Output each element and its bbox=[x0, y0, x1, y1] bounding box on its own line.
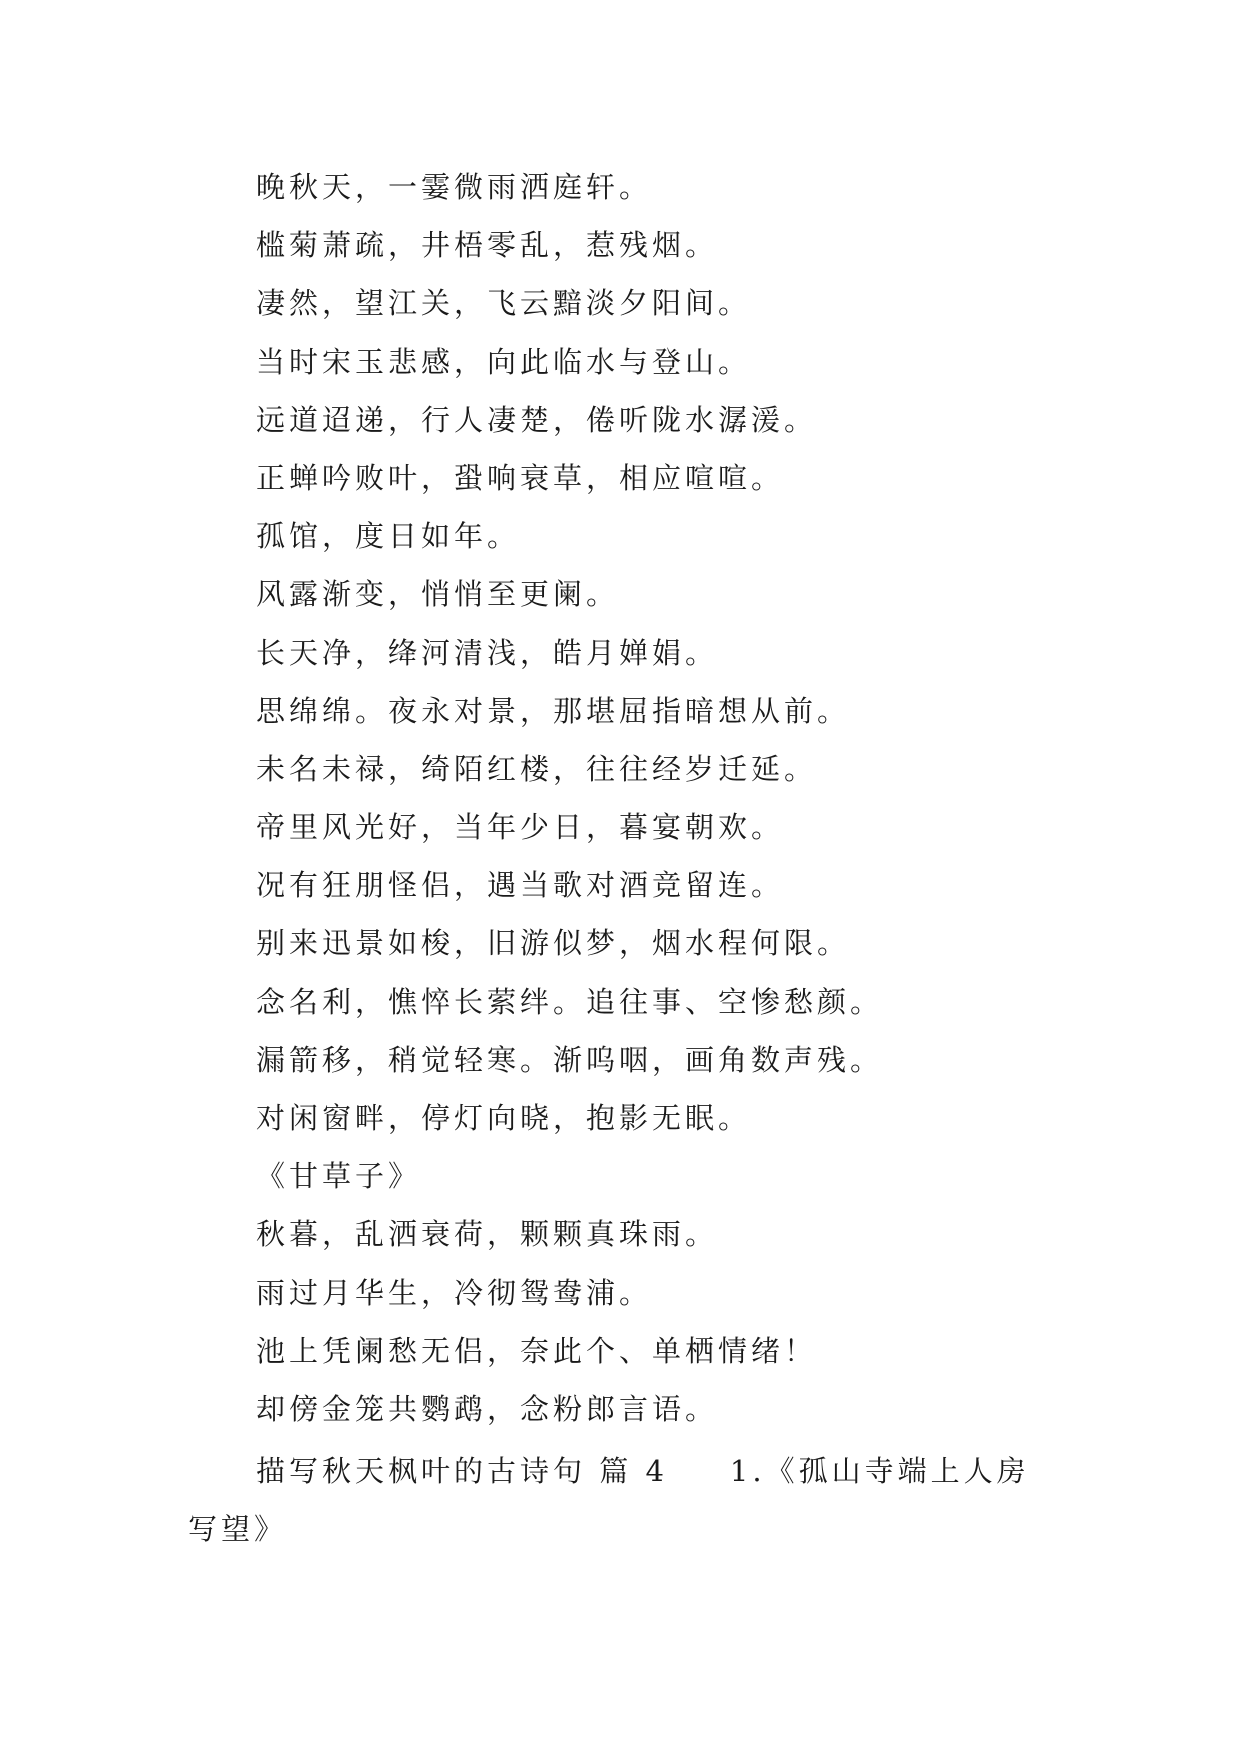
section-heading-line bbox=[188, 1442, 1068, 1500]
poem-line: 雨过月华生，冷彻鸳鸯浦。 bbox=[256, 1275, 653, 1310]
poem-line: 却傍金笼共鹦鹉，念粉郎言语。 bbox=[256, 1391, 719, 1426]
poem-line: 孤馆，度日如年。 bbox=[256, 519, 521, 554]
poem-line: 别来迅景如梭，旧游似梦，烟水程何限。 bbox=[256, 926, 851, 961]
section-heading bbox=[188, 1442, 1068, 1558]
poem-line: 帝里风光好，当年少日，暮宴朝欢。 bbox=[256, 810, 785, 845]
poem-line: 正蝉吟败叶，蛩响衰草，相应喧喧。 bbox=[256, 460, 785, 495]
poem-line: 长天净，绛河清浅，皓月婵娟。 bbox=[256, 635, 719, 670]
poem-line: 晚秋天，一霎微雨洒庭轩。 bbox=[256, 170, 653, 204]
poem-line: 远道迢递，行人凄楚，倦听陇水潺湲。 bbox=[256, 402, 818, 437]
poem-line: 风露渐变，悄悄至更阑。 bbox=[256, 577, 620, 612]
poem-line: 漏箭移，稍觉轻寒。渐呜咽，画角数声残。 bbox=[256, 1042, 884, 1077]
section-title: 描写秋天枫叶的古诗句 bbox=[256, 1454, 587, 1488]
poem-line: 秋暮，乱洒衰荷，颗颗真珠雨。 bbox=[256, 1217, 719, 1252]
section-item-continuation: 写望》 bbox=[188, 1512, 288, 1546]
poem-line: 对闲窗畔，停灯向晓，抱影无眠。 bbox=[256, 1101, 752, 1135]
poem-line: 池上凭阑愁无侣，奈此个、单栖情绪！ bbox=[256, 1333, 818, 1368]
poem-line: 思绵绵。夜永对景，那堪屈指暗想从前。 bbox=[256, 693, 851, 728]
poem-line: 未名未禄，绮陌红楼，往往经岁迁延。 bbox=[256, 751, 818, 786]
poem-line: 凄然，望江关，飞云黯淡夕阳间。 bbox=[256, 286, 752, 321]
poem-line: 槛菊萧疏，井梧零乱，惹残烟。 bbox=[256, 228, 719, 263]
section-part: 篇 4 bbox=[599, 1454, 668, 1488]
section-item: 1.《孤山寺端上人房 bbox=[729, 1454, 1030, 1488]
poem-line: 念名利，憔悴长萦绊。追往事、空惨愁颜。 bbox=[256, 984, 884, 1019]
poem-line: 当时宋玉悲感，向此临水与登山。 bbox=[256, 344, 752, 379]
poem-text bbox=[256, 158, 1156, 1438]
poem-title: 《甘草子》 bbox=[256, 1159, 422, 1194]
poem-line: 况有狂朋怪侣，遇当歌对酒竞留连。 bbox=[256, 868, 785, 903]
